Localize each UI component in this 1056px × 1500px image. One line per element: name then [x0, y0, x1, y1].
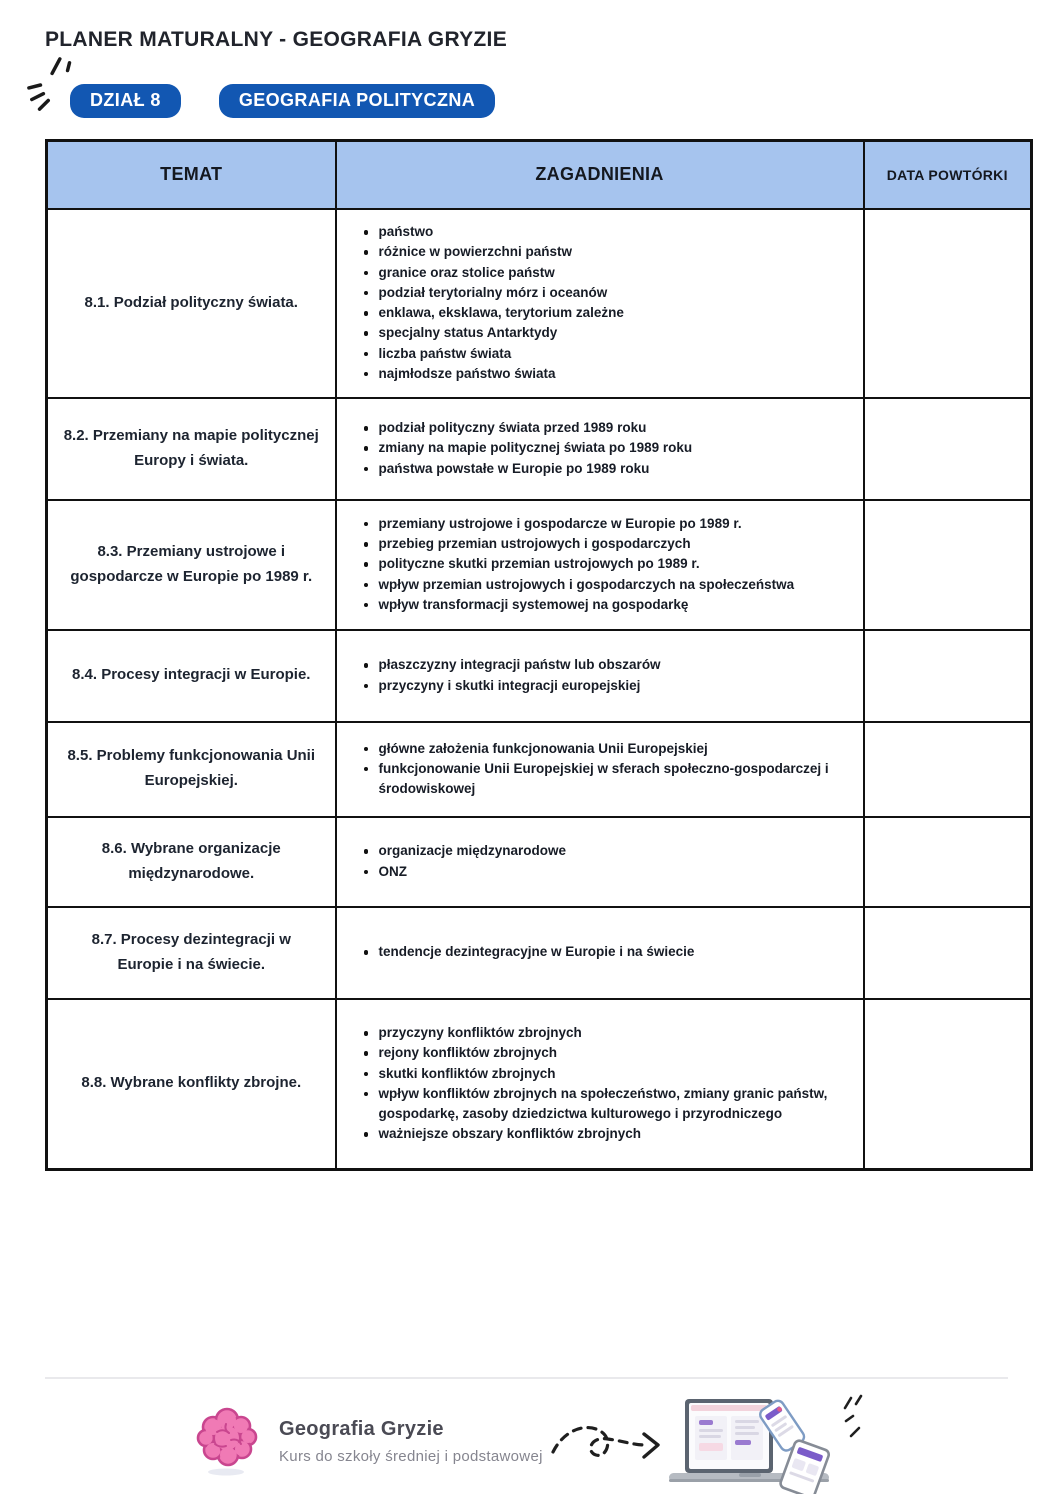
- zagadnienie-item: przebieg przemian ustrojowych i gospodarczych: [363, 534, 837, 554]
- data-powtorki-cell: [864, 630, 1032, 722]
- zagadnienia-list: [363, 739, 837, 800]
- zagadnienia-list: [363, 514, 837, 615]
- zagadnienie-item: liczba państw świata: [363, 344, 837, 364]
- table-row: [47, 630, 1032, 722]
- zagadnienia-list: [363, 942, 837, 962]
- zagadnienie-item: wpływ transformacji systemowej na gospodarkę: [363, 595, 837, 615]
- zagadnienia-list: [363, 418, 837, 479]
- temat-cell: 8.1. Podział polityczny świata.: [47, 209, 336, 398]
- zagadnienie-item: tendencje dezintegracyjne w Europie i na świecie: [363, 942, 837, 962]
- zagadnienie-item: państwa powstałe w Europie po 1989 roku: [363, 459, 837, 479]
- zagadnienia-list: [363, 1023, 837, 1145]
- zagadnienie-item: podział terytorialny mórz i oceanów: [363, 283, 837, 303]
- zagadnienie-item: płaszczyzny integracji państw lub obszarów: [363, 655, 837, 675]
- temat-cell: 8.5. Problemy funkcjonowania Unii Europejskiej.: [47, 722, 336, 817]
- zagadnienie-item: różnice w powierzchni państw: [363, 242, 837, 262]
- temat-cell: 8.6. Wybrane organizacje międzynarodowe.: [47, 817, 336, 907]
- brand-name: Geografia Gryzie: [279, 1417, 444, 1440]
- data-powtorki-cell: [864, 722, 1032, 817]
- column-header-temat: TEMAT: [47, 141, 336, 209]
- zagadnienie-item: granice oraz stolice państw: [363, 263, 837, 283]
- zagadnienie-item: przyczyny konfliktów zbrojnych: [363, 1023, 837, 1043]
- brain-icon: [193, 1400, 263, 1482]
- data-powtorki-cell: [864, 500, 1032, 630]
- zagadnienia-cell: [336, 907, 864, 999]
- zagadnienia-list: [363, 655, 837, 696]
- planner-table: [45, 139, 1033, 1171]
- zagadnienia-cell: [336, 398, 864, 500]
- brand-tagline: Kurs do szkoły średniej i podstawowej: [279, 1447, 543, 1465]
- zagadnienia-list: [363, 222, 837, 384]
- zagadnienie-item: przyczyny i skutki integracji europejskiej: [363, 676, 837, 696]
- zagadnienia-cell: [336, 209, 864, 398]
- topic-badge: GEOGRAFIA POLITYCZNA: [219, 84, 495, 118]
- table-header-row: [47, 141, 1032, 209]
- zagadnienie-item: zmiany na mapie politycznej świata po 1989 roku: [363, 438, 837, 458]
- zagadnienie-item: główne założenia funkcjonowania Unii Europejskiej: [363, 739, 837, 759]
- footer-divider: [45, 1377, 1008, 1379]
- zagadnienia-cell: [336, 500, 864, 630]
- zagadnienie-item: organizacje międzynarodowe: [363, 841, 837, 861]
- data-powtorki-cell: [864, 209, 1032, 398]
- column-header-zagadnienia: ZAGADNIENIA: [336, 141, 864, 209]
- column-header-data-powtorki: DATA POWTÓRKI: [864, 141, 1032, 209]
- zagadnienie-item: polityczne skutki przemian ustrojowych po 1989 r.: [363, 554, 837, 574]
- table-row: [47, 398, 1032, 500]
- zagadnienie-item: wpływ konfliktów zbrojnych na społeczeństwo, zmiany granic państw, gospodarkę, zasoby dziedzictwa kulturowego i przyrodniczego: [363, 1084, 837, 1125]
- brand-text: [279, 1418, 543, 1465]
- table-row: [47, 500, 1032, 630]
- zagadnienia-cell: [336, 630, 864, 722]
- temat-cell: 8.7. Procesy dezintegracji w Europie i na świecie.: [47, 907, 336, 999]
- zagadnienia-cell: [336, 999, 864, 1170]
- zagadnienie-item: skutki konfliktów zbrojnych: [363, 1064, 837, 1084]
- table-row: [47, 722, 1032, 817]
- zagadnienie-item: podział polityczny świata przed 1989 roku: [363, 418, 837, 438]
- zagadnienie-item: najmłodsze państwo świata: [363, 364, 837, 384]
- brand-block: [193, 1400, 543, 1482]
- zagadnienie-item: ważniejsze obszary konfliktów zbrojnych: [363, 1124, 837, 1144]
- table-row: [47, 209, 1032, 398]
- laptop-phone-tablet-illustration: [655, 1388, 890, 1494]
- data-powtorki-cell: [864, 817, 1032, 907]
- zagadnienie-item: specjalny status Antarktydy: [363, 323, 837, 343]
- badge-row: [70, 84, 495, 118]
- temat-cell: 8.8. Wybrane konflikty zbrojne.: [47, 999, 336, 1170]
- zagadnienia-list: [363, 841, 837, 882]
- zagadnienia-cell: [336, 817, 864, 907]
- temat-cell: 8.3. Przemiany ustrojowe i gospodarcze w Europie po 1989 r.: [47, 500, 336, 630]
- zagadnienia-cell: [336, 722, 864, 817]
- temat-cell: 8.4. Procesy integracji w Europie.: [47, 630, 336, 722]
- data-powtorki-cell: [864, 398, 1032, 500]
- zagadnienie-item: państwo: [363, 222, 837, 242]
- zagadnienie-item: ONZ: [363, 862, 837, 882]
- table-row: [47, 999, 1032, 1170]
- zagadnienie-item: przemiany ustrojowe i gospodarcze w Europie po 1989 r.: [363, 514, 837, 534]
- data-powtorki-cell: [864, 907, 1032, 999]
- data-powtorki-cell: [864, 999, 1032, 1170]
- section-badge: DZIAŁ 8: [70, 84, 181, 118]
- zagadnienie-item: rejony konfliktów zbrojnych: [363, 1043, 837, 1063]
- temat-cell: 8.2. Przemiany na mapie politycznej Europy i świata.: [47, 398, 336, 500]
- zagadnienie-item: wpływ przemian ustrojowych i gospodarczych na społeczeństwa: [363, 575, 837, 595]
- zagadnienie-item: enklawa, eksklawa, terytorium zależne: [363, 303, 837, 323]
- page-title: PLANER MATURALNY - GEOGRAFIA GRYZIE: [45, 28, 507, 51]
- table-row: [47, 907, 1032, 999]
- zagadnienie-item: funkcjonowanie Unii Europejskiej w sferach społeczno-gospodarczej i środowiskowej: [363, 759, 837, 800]
- table-row: [47, 817, 1032, 907]
